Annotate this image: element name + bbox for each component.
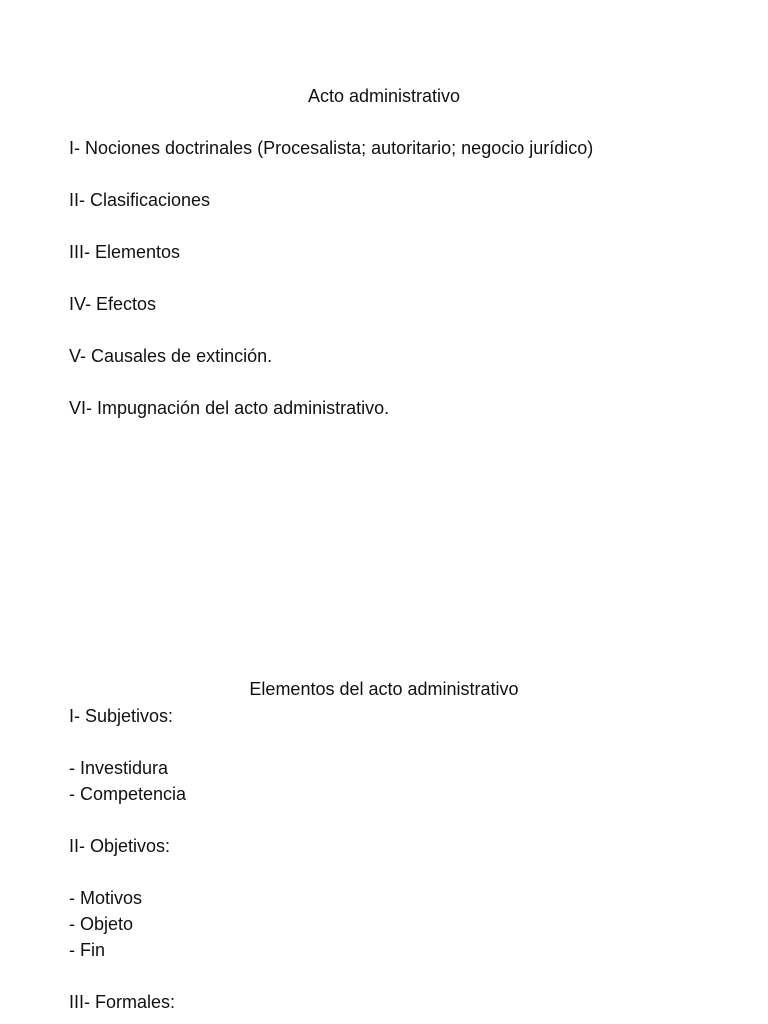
list-item: - Competencia: [69, 784, 187, 804]
document-title: Acto administrativo: [307, 86, 461, 106]
outline-item: V- Causales de extinción.: [69, 346, 273, 366]
outline-item: IV- Efectos: [69, 294, 157, 314]
list-item: - Fin: [69, 940, 105, 960]
subjetivos-heading: I- Subjetivos:: [69, 706, 174, 726]
outline-item: II- Clasificaciones: [69, 190, 211, 210]
outline-item: VI- Impugnación del acto administrativo.: [69, 398, 390, 418]
list-item: - Motivos: [69, 888, 143, 908]
formales-heading: III- Formales:: [69, 992, 176, 1012]
outline-item: III- Elementos: [69, 242, 181, 262]
outline-item: I- Nociones doctrinales (Procesalista; autoritario; negocio jurídico): [69, 138, 594, 158]
list-item: - Objeto: [69, 914, 134, 934]
section-title: Elementos del acto administrativo: [249, 679, 519, 699]
objetivos-heading: II- Objetivos:: [69, 836, 171, 856]
list-item: - Investidura: [69, 758, 169, 778]
